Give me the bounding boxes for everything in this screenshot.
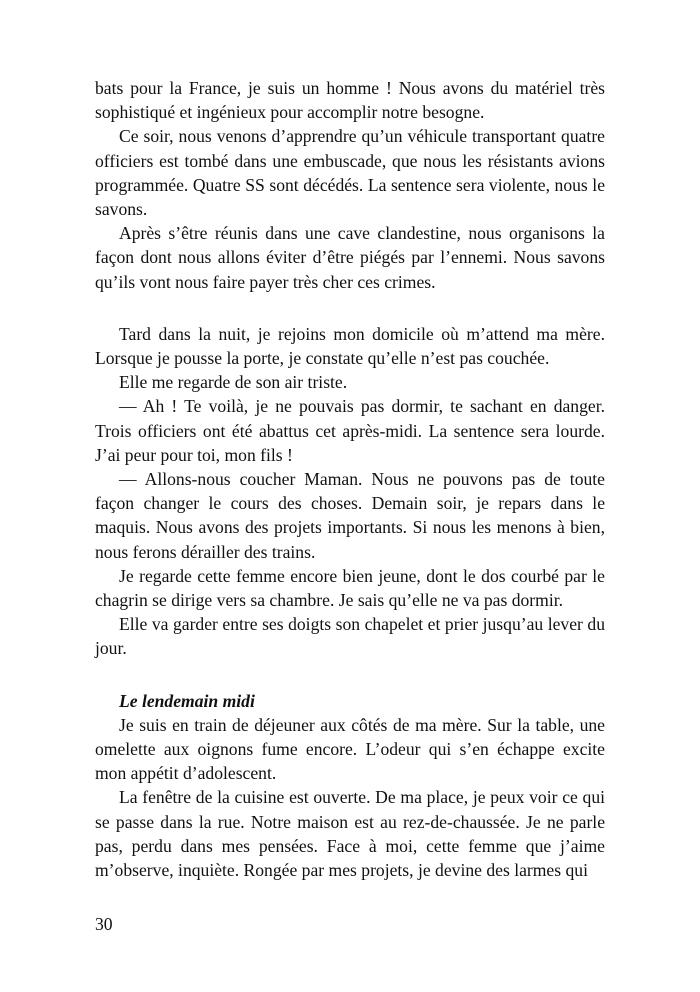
paragraph: Elle me regarde de son air triste. bbox=[119, 372, 348, 393]
paragraph: bats pour la France, je suis un homme ! Nous avons du matériel très sophistiqué et ingénieux pour accomplir notre besogne. bbox=[95, 78, 605, 123]
body-text bbox=[95, 76, 605, 882]
dialogue-paragraph: — Allons-nous coucher Maman. Nous ne pouvons pas de toute façon changer le cours des choses. Demain soir, je repars dans le maquis. Nous avons des projets importants. Si nous les menons à bien, nous ferons dérailler des trains. bbox=[95, 469, 605, 562]
paragraph: Ce soir, nous venons d’apprendre qu’un véhicule transportant quatre officiers est tombé dans une embuscade, que nous les résistants avions programmée. Quatre SS sont décédés. La sentence sera violente, nous le savons. bbox=[95, 126, 605, 220]
page-number: 30 bbox=[95, 914, 113, 934]
paragraph: La fenêtre de la cuisine est ouverte. De ma place, je peux voir ce qui se passe dans la rue. Notre maison est au rez-de-chaussée. Je ne parle pas, perdu dans mes pensées. Face à moi, cette femme que j’aime m’observe, inquiète. Rongée par mes projets, je devine des larmes qui bbox=[95, 787, 605, 881]
section-heading: Le lendemain midi bbox=[119, 690, 255, 711]
scene-break bbox=[95, 661, 605, 689]
paragraph: Tard dans la nuit, je rejoins mon domicile où m’attend ma mère. Lorsque je pousse la porte, je constate qu’elle n’est pas couchée. bbox=[95, 323, 605, 369]
paragraph: Elle va garder entre ses doigts son chapelet et prier jusqu’au lever du jour. bbox=[95, 614, 605, 659]
dialogue-paragraph: — Ah ! Te voilà, je ne pouvais pas dormir, te sachant en danger. Trois officiers ont été abattus cet après-midi. La sentence sera lourde. J’ai peur pour toi, mon fils ! bbox=[95, 396, 605, 465]
scene-break bbox=[95, 294, 605, 322]
paragraph: Après s’être réunis dans une cave clandestine, nous organisons la façon dont nous allons éviter d’être piégés par l’ennemi. Nous savons qu’ils vont nous faire payer très cher ces crimes. bbox=[95, 223, 605, 292]
paragraph: Je regarde cette femme encore bien jeune, dont le dos courbé par le chagrin se dirige vers sa chambre. Je sais qu’elle ne va pas dormir. bbox=[95, 565, 605, 611]
paragraph: Je suis en train de déjeuner aux côtés de ma mère. Sur la table, une omelette aux oignons fume encore. L’odeur qui s’en échappe excite mon appétit d’adolescent. bbox=[95, 714, 605, 784]
